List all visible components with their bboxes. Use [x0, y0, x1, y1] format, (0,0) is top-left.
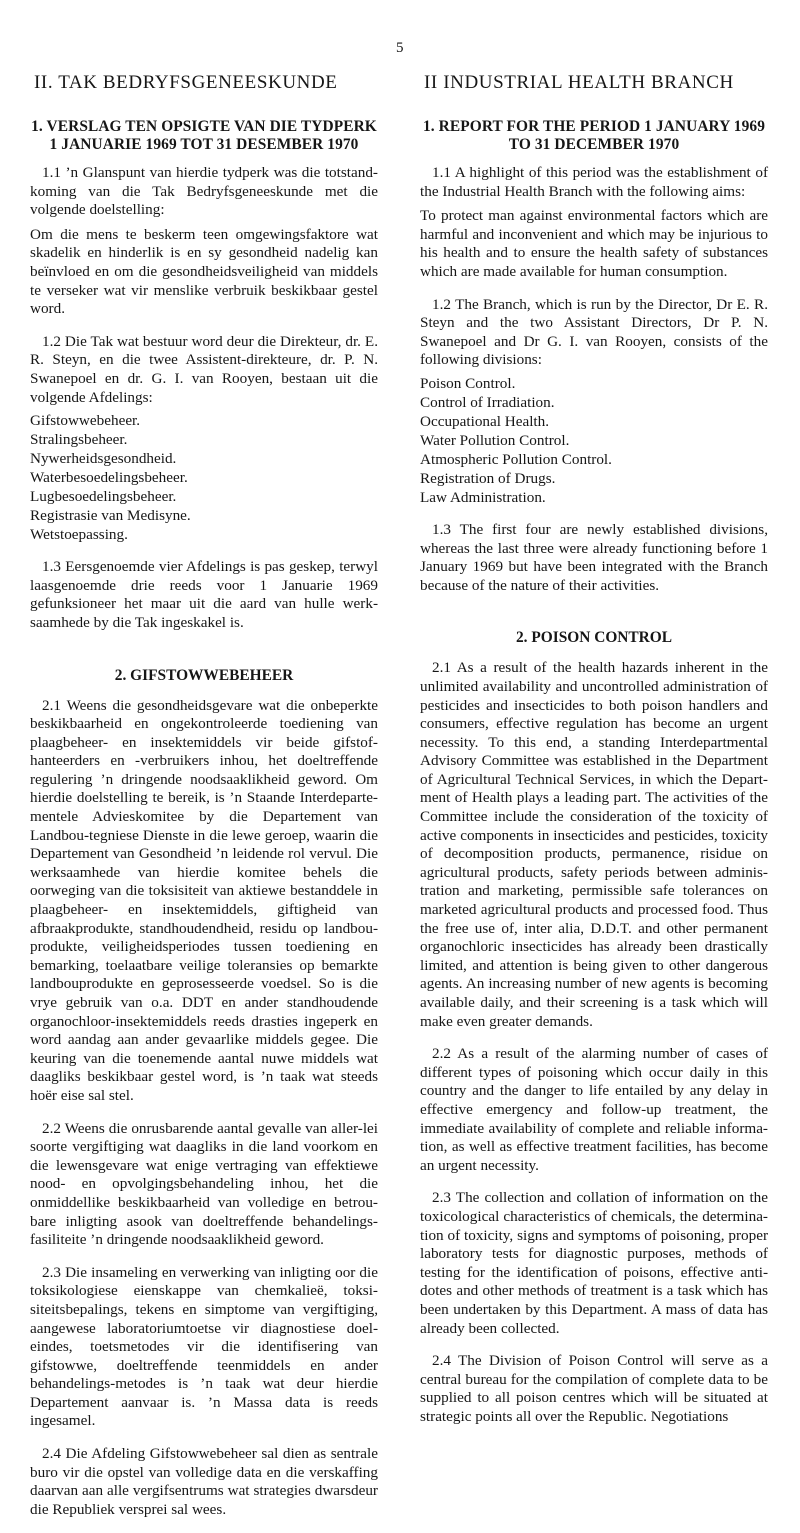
list-item: Occupational Health.	[420, 412, 550, 430]
paragraph-2-4-afrikaans: 2.4 Die Afdeling Gifstowwebeheer sal dien as sentrale buro vir die opstel van volledige data en die verskaffing daarvan aan alle vergifsentrums wat strategies dwarsdeur die Republiek versprei sal wees.	[30, 1445, 378, 1518]
paragraph-1-3-english: 1.3 The first four are newly established divisions, whereas the last three were already functioning before 1 January 1969 but have been integrated with the Branch because of the nature of their activities.	[420, 520, 768, 594]
list-item: Control of Irradiation.	[420, 393, 555, 411]
list-item: Poison Control.	[420, 374, 516, 392]
list-item: Lugbesoedelingsbeheer.	[30, 488, 177, 506]
paragraph-2-3-afrikaans: 2.3 Die insameling en verwerking van inligting oor die toksikologiese eienskappe van chemkalieë, toksi-siteitsbepalings, tekens en simptome van vergiftiging, aangewese laboratoriumtoetse vir diagnostiese doel-eindes, toetsmetodes vir die identifisering van gifstowwe, doeltreffende teenmiddels en ander behandelings-metodes is ’n taak wat deur hierdie Departement aanvaar is. ’n Massa data is reeds ingesamel.	[30, 1263, 378, 1430]
list-item: Water Pollution Control.	[420, 431, 570, 449]
paragraph-1-2-english: 1.2 The Branch, which is run by the Director, Dr E. R. Steyn and the two Assistant Directors, Dr P. N. Swanepoel and Dr G. I. van Rooyen, consists of the following divisions:	[420, 295, 768, 369]
paragraph-2-1-afrikaans: 2.1 Weens die gesondheidsgevare wat die onbeperkte beskikbaarheid en ongekontroleerde toediening van plaagbeheer- en insektemiddels vir beide gifstof-hanteerders en -verbruikers inhou, het doeltreffende regulering ’n dringende noodsaaklikheid geword. Om hierdie doelstelling te bereik, is ’n Staande Interdeparte-mentele Advieskomitee by die Departement van Landbou-tegniese Dienste in die lewe geroep, waarin die Departement van Gesondheid ’n leidende rol vervul. Die werksaamhede van hierdie komitee behels die oorweging van die toksisiteit van aktiewe bestanddele in plaagbeheer- en insektemiddels, giftigheid van afbraakprodukte, standhoudendheid, residu op landbou-produkte, veiligheidsperiodes tussen toediening en bemarking, toelaatbare veilige toleransies op bemarkte landbouprodukte en geprosesseerde voedsel. So is die vrye gebruik van o.a. DDT en ander standhoudende organochloor-insektemiddels reeds drasties ingeperk en word aandag aan ander gevaarlike middels gegee. Die keuring van die toenemende aantal nuwe middels wat daagliks beskikbaar gestel word, is ’n taak wat steeds hoër eise sal stel.	[30, 696, 378, 1104]
list-item: Waterbesoedelingsbeheer.	[30, 469, 188, 487]
aims-statement-english: To protect man against environmental factors which are harmful and inconvenient and which may be injurious to his health and to ensure the health safety of substances which are made available for human consumption.	[420, 207, 768, 280]
list-item: Wetstoepassing.	[30, 526, 128, 544]
aims-statement-afrikaans: Om die mens te beskerm teen omgewingsfaktore wat skadelik en hinderlik is en sy gesondheid nadelig kan beïnvloed en om die gesondheidsveiligheid van middels te verseker wat vir menslike verbruik beskikbaar gestel word.	[30, 225, 378, 318]
page-number: 5	[396, 40, 404, 56]
branch-title-english: II INDUSTRIAL HEALTH BRANCH	[424, 72, 734, 93]
report-heading-afrikaans: 1. VERSLAG TEN OPSIGTE VAN DIE TYDPERK 1 JANUARIE 1969 TOT 31 DESEMBER 1970	[31, 118, 377, 153]
paragraph-2-2-afrikaans: 2.2 Weens die onrusbarende aantal gevalle van aller-lei soorte vergiftiging wat daagliks in die land voorkom en die lewensgevare wat enige vertraging van effektiewe nood- en opvolgingsbehandeling inhou, het die onmiddellike beskikbaarheid van volledige en betrou-bare inligting asook van doeltreffende behandelings-fasiliteite ’n dringende noodsaaklikheid geword.	[30, 1119, 378, 1249]
list-item: Registrasie van Medisyne.	[30, 507, 191, 525]
paragraph-2-2-english: 2.2 As a result of the alarming number of cases of different types of poisoning which occur daily in this country and the danger to life entailed by any delay in effective emergency and follow-up treatment, the immediate availability of complete and reliable informa-tion, as well as effective treatment facilities, has become an urgent necessity.	[420, 1045, 768, 1174]
paragraph-2-4-english: 2.4 The Division of Poison Control will serve as a central bureau for the compilation of complete data to be supplied to all poison centres which will be situated at strategic points all over the Republic. Negotiations	[420, 1352, 768, 1425]
paragraph-2-3-english: 2.3 The collection and collation of information on the toxicological characteristics of chemicals, the determina-tion of toxicity, signs and symptoms of poisoning, proper laboratory tests for diagnostic purposes, methods of testing for the identification of poisons, effective anti-dotes and other methods of treatment is a task which has been undertaken by this Department. A mass of data has already been collected.	[420, 1189, 768, 1337]
list-item: Nywerheidsgesondheid.	[30, 450, 177, 468]
section-2-heading-english: 2. POISON CONTROL	[515, 629, 673, 647]
divisions-list-afrikaans	[30, 411, 378, 544]
list-item: Stralingsbeheer.	[30, 431, 128, 449]
english-column	[420, 72, 768, 1440]
paragraph-2-1-english: 2.1 As a result of the health hazards inherent in the unlimited availability and uncontrolled administration of pesticides and insecticides to both poison handlers and consumers, effective regulation has become an urgent necessity. To this end, a standing Interdepartmental Advisory Committee was established in the Department of Agricultural Technical Services, in which the Depart-ment of Health plays a leading part. The activities of the Committee include the consideration of the toxicity of active components in insecticides and pesticides, toxicity of decomposition products, permanence, risidue on agricultural products, safety periods between adminis-tration and marketing, permissible safe tolerances on marketed agricultural products and processed food. Thus the free use of, inter alia, D.D.T. and other permanent organochloric insecticides has already been drastically limited, and attention is being given to other dangerous agents. An increasing number of new agents is becoming available daily, and their screening is a task which will make even greater demands.	[420, 659, 768, 1030]
list-item: Registration of Drugs.	[420, 469, 556, 487]
section-2-heading-afrikaans: 2. GIFSTOWWEBEHEER	[114, 666, 294, 684]
paragraph-1-1-english: 1.1 A highlight of this period was the establishment of the Industrial Health Branch with the following aims:	[420, 164, 768, 200]
paragraph-1-2-afrikaans: 1.2 Die Tak wat bestuur word deur die Direkteur, dr. E. R. Steyn, en die twee Assistent-direkteure, dr. P. N. Swanepoel en dr. G. I. van Rooyen, bestaan uit die volgende Afdelings:	[30, 332, 378, 406]
paragraph-1-1-afrikaans: 1.1 ’n Glanspunt van hierdie tydperk was die totstand-koming van die Tak Bedryfsgeneeskunde met die volgende doelstelling:	[30, 164, 378, 219]
list-item: Atmospheric Pollution Control.	[420, 450, 612, 468]
branch-title-afrikaans: II. TAK BEDRYFSGENEESKUNDE	[34, 72, 338, 93]
divisions-list-english	[420, 374, 768, 507]
list-item: Law Administration.	[420, 488, 546, 506]
report-heading-english: 1. REPORT FOR THE PERIOD 1 JANUARY 1969 TO 31 DECEMBER 1970	[422, 118, 765, 153]
list-item: Gifstowwebeheer.	[30, 412, 141, 430]
afrikaans-column	[30, 72, 378, 1533]
paragraph-1-3-afrikaans: 1.3 Eersgenoemde vier Afdelings is pas geskep, terwyl laasgenoemde drie reeds voor 1 Januarie 1969 gefunksioneer het maar uit die aard van hulle werk-saamhede by die Tak ingeskakel is.	[30, 558, 378, 631]
